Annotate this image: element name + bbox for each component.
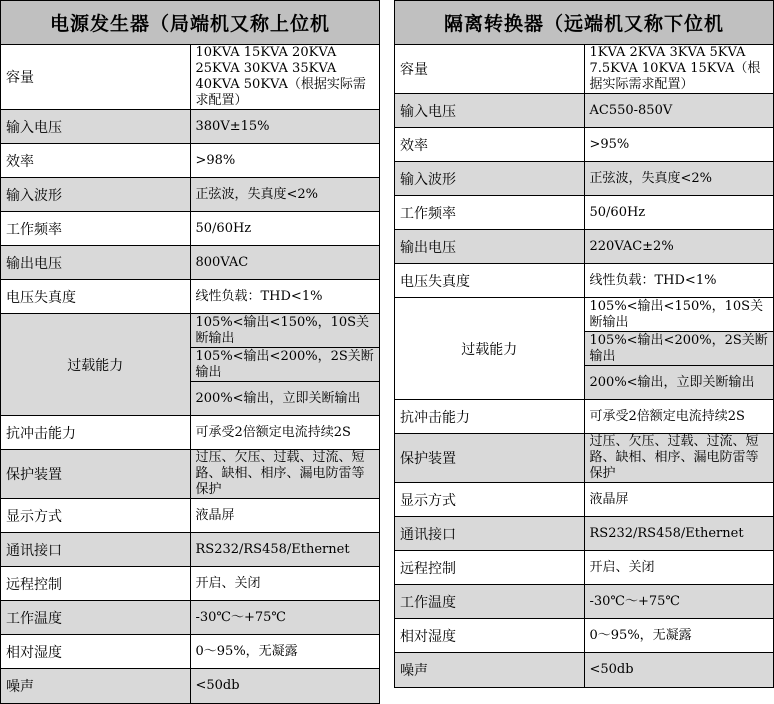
row-value: 50/60Hz xyxy=(190,212,380,246)
isolation-converter-spec-table xyxy=(394,0,774,688)
table-title: 电源发生器（局端机又称上位机 xyxy=(1,1,380,45)
table-title: 隔离转换器（远端机又称下位机 xyxy=(395,1,774,45)
row-label: 显示方式 xyxy=(395,483,585,517)
table-row xyxy=(1,45,380,110)
overload-item: 105%<输出<200%，2S关断输出 xyxy=(190,348,380,382)
table-row xyxy=(395,45,774,94)
row-label: 容量 xyxy=(395,45,585,94)
table-row xyxy=(395,434,774,483)
table-row xyxy=(395,162,774,196)
table-row xyxy=(1,110,380,144)
table-row xyxy=(1,144,380,178)
row-label: 工作温度 xyxy=(395,585,585,619)
row-value: AC550-850V xyxy=(584,94,774,128)
row-value: 正弦波，失真度<2% xyxy=(190,178,380,212)
table-row xyxy=(1,246,380,280)
row-label: 工作频率 xyxy=(1,212,191,246)
row-label: 显示方式 xyxy=(1,499,191,533)
overload-item: 105%<输出<200%，2S关断输出 xyxy=(584,332,774,366)
power-generator-spec-table xyxy=(0,0,380,704)
table-row xyxy=(1,280,380,314)
row-value: >98% xyxy=(190,144,380,178)
row-label: 输出电压 xyxy=(1,246,191,280)
row-label: 噪声 xyxy=(1,669,191,704)
row-value: 开启、关闭 xyxy=(190,567,380,601)
row-label: 输入电压 xyxy=(1,110,191,144)
row-value: 380V±15% xyxy=(190,110,380,144)
row-value: RS232/RS458/Ethernet xyxy=(584,517,774,551)
row-label: 相对湿度 xyxy=(1,635,191,669)
row-value: 开启、关闭 xyxy=(584,551,774,585)
row-label: 输入电压 xyxy=(395,94,585,128)
row-label: 抗冲击能力 xyxy=(395,400,585,434)
table-row xyxy=(395,230,774,264)
row-value: RS232/RS458/Ethernet xyxy=(190,533,380,567)
row-label: 电压失真度 xyxy=(395,264,585,298)
table-row xyxy=(395,619,774,653)
table-row xyxy=(395,400,774,434)
table-row xyxy=(395,551,774,585)
row-value: 过压、欠压、过载、过流、短路、缺相、相序、漏电防雷等保护 xyxy=(584,434,774,483)
table-row xyxy=(1,635,380,669)
table-row xyxy=(395,94,774,128)
row-value: <50db xyxy=(190,669,380,704)
row-label: 通讯接口 xyxy=(1,533,191,567)
row-label: 通讯接口 xyxy=(395,517,585,551)
row-label: 远程控制 xyxy=(395,551,585,585)
row-label: 保护装置 xyxy=(1,450,191,499)
row-label: 工作温度 xyxy=(1,601,191,635)
row-label: 电压失真度 xyxy=(1,280,191,314)
table-row xyxy=(1,212,380,246)
row-label: 相对湿度 xyxy=(395,619,585,653)
row-value: <50db xyxy=(584,653,774,688)
row-value: 0～95%，无凝露 xyxy=(584,619,774,653)
overload-label: 过载能力 xyxy=(395,298,585,400)
row-value: 线性负载：THD<1% xyxy=(584,264,774,298)
table-row xyxy=(1,178,380,212)
row-label: 保护装置 xyxy=(395,434,585,483)
table-row xyxy=(395,196,774,230)
overload-item: 200%<输出，立即关断输出 xyxy=(190,382,380,416)
overload-item: 105%<输出<150%，10S关断输出 xyxy=(190,314,380,348)
row-value: 1KVA 2KVA 3KVA 5KVA 7.5KVA 10KVA 15KVA（根据实际需求配置） xyxy=(584,45,774,94)
row-label: 效率 xyxy=(395,128,585,162)
row-value: 220VAC±2% xyxy=(584,230,774,264)
row-value: 液晶屏 xyxy=(190,499,380,533)
table-row xyxy=(1,533,380,567)
table-row xyxy=(395,517,774,551)
row-value: 可承受2倍额定电流持续2S xyxy=(584,400,774,434)
table-row xyxy=(395,653,774,688)
table-row xyxy=(1,601,380,635)
row-value: -30℃～+75℃ xyxy=(584,585,774,619)
row-value: 0～95%，无凝露 xyxy=(190,635,380,669)
table-row xyxy=(395,264,774,298)
overload-label: 过载能力 xyxy=(1,314,191,416)
table-row xyxy=(1,416,380,450)
row-label: 抗冲击能力 xyxy=(1,416,191,450)
row-label: 噪声 xyxy=(395,653,585,688)
table-row xyxy=(395,128,774,162)
row-label: 输入波形 xyxy=(395,162,585,196)
row-value: 10KVA 15KVA 20KVA 25KVA 30KVA 35KVA 40KVA 50KVA（根据实际需求配置） xyxy=(190,45,380,110)
table-row xyxy=(395,298,774,332)
row-label: 工作频率 xyxy=(395,196,585,230)
table-row xyxy=(1,669,380,704)
row-value: 正弦波，失真度<2% xyxy=(584,162,774,196)
table-row xyxy=(395,585,774,619)
row-value: 50/60Hz xyxy=(584,196,774,230)
row-label: 远程控制 xyxy=(1,567,191,601)
overload-item: 200%<输出，立即关断输出 xyxy=(584,366,774,400)
table-row xyxy=(1,450,380,499)
row-value: 800VAC xyxy=(190,246,380,280)
row-value: 液晶屏 xyxy=(584,483,774,517)
row-value: 线性负载：THD<1% xyxy=(190,280,380,314)
table-row xyxy=(1,499,380,533)
row-value: 可承受2倍额定电流持续2S xyxy=(190,416,380,450)
row-label: 输出电压 xyxy=(395,230,585,264)
row-label: 效率 xyxy=(1,144,191,178)
row-label: 容量 xyxy=(1,45,191,110)
table-row xyxy=(395,483,774,517)
row-value: -30℃～+75℃ xyxy=(190,601,380,635)
row-label: 输入波形 xyxy=(1,178,191,212)
overload-item: 105%<输出<150%，10S关断输出 xyxy=(584,298,774,332)
table-row xyxy=(1,314,380,348)
row-value: 过压、欠压、过载、过流、短路、缺相、相序、漏电防雷等保护 xyxy=(190,450,380,499)
table-row xyxy=(1,567,380,601)
row-value: >95% xyxy=(584,128,774,162)
